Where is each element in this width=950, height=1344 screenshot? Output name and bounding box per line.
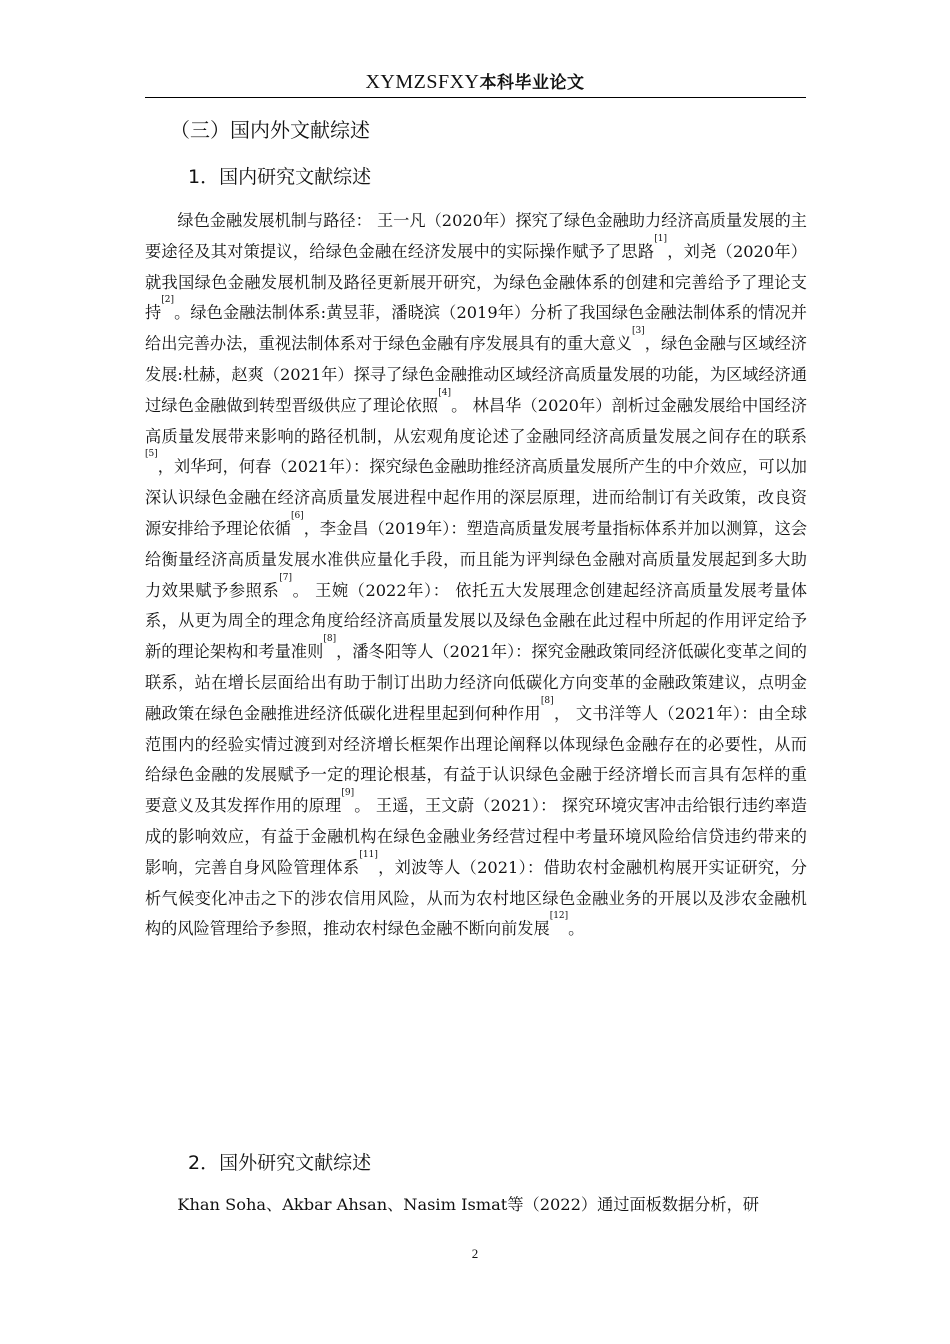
subsection-title-domestic: 1．国内研究文献综述 xyxy=(188,166,372,188)
paragraph-text-run: 绿色金融发展机制与路径： 王一凡（2020年）探究了绿色金融助力经济高质量发展的主要途径及其对策提议，给绿色金融在经济发展中的实际操作赋予了思路 xyxy=(145,211,807,261)
citation-reference: [9] xyxy=(341,788,355,799)
citation-reference: [11] xyxy=(359,849,378,860)
paragraph-text-run: 。 xyxy=(568,919,585,939)
paragraph-text-run: ，李金昌（2019年）：塑造高质量发展考量指标体系并加以测算，这会给衡量经济高质量发展水准供应量化手段，而且能为评判绿色金融对高质量发展起到多大助力效果赋予参照系 xyxy=(145,518,808,600)
citation-reference: [12] xyxy=(549,911,569,922)
paragraph-text-run: ，刘波等人（2021）：借助农村金融机构展开实证研究，分析气候变化冲击之下的涉农信用风险，从而为农村地区绿色金融业务的开展以及涉农金融机构的风险管理给予参照，推动农村绿色金融不断向前发展 xyxy=(145,857,807,939)
paragraph-text-run: ， 文书洋等人（2021年）：由全球范围内的经验实情过渡到对经济增长框架作出理论阐释以体现绿色金融存在的必要性，从而给绿色金融的发展赋予一定的理论根基，有益于认识绿色金融于经济增长而言具有怎样的重要意义及其发挥作用的原理 xyxy=(145,703,807,816)
foreign-review-paragraph: Khan Soha、Akbar Ahsan、Nasim Ismat等（2022）通过面板数据分析，研 xyxy=(177,1195,759,1214)
paragraph-text-run: 。 王婉（2022年）： 依托五大发展理念创建起经济高质量发展考量体系，从更为周全的理念角度给经济高质量发展以及绿色金融在此过程中所起的作用评定给予新的理论架构和考量准则 xyxy=(145,580,808,662)
running-header xyxy=(145,68,805,94)
citation-reference: [7] xyxy=(279,572,292,583)
paragraph-text-run: ，潘冬阳等人（2021年）：探究金融政策同经济低碳化变革之间的联系，站在增长层面给出有助于制订出助力经济向低碳化方向变革的金融政策建议，点明金融政策在绿色金融推进经济低碳化进程里起到何种作用 xyxy=(145,642,807,723)
paragraph-text-run: 。绿色金融法制体系:黄昱菲，潘晓滨（2019年）分析了我国绿色金融法制体系的情况并给出完善办法，重视法制体系对于绿色金融有序发展具有的重大意义 xyxy=(145,303,807,354)
header-doc-type: 本科毕业论文 xyxy=(479,73,585,93)
citation-reference: [6] xyxy=(290,510,304,521)
paragraph-text-run: ，刘尧（2020年）就我国绿色金融发展机制及路径更新展开研究，为绿色金融体系的创建和完善给予了理论支持 xyxy=(145,241,807,323)
paragraph-text-run: 。 林昌华（2020年）剖析过金融发展给中国经济高质量发展带来影响的路径机制，从宏观角度论述了金融同经济高质量发展之间存在的联系 xyxy=(145,395,808,446)
citation-reference: [2] xyxy=(161,295,175,306)
citation-reference: [8] xyxy=(323,634,337,645)
header-rule xyxy=(145,97,806,98)
paragraph-text-run: 。 王遥，王文蔚（2021）： 探究环境灾害冲击给银行违约率造成的影响效应，有益于金融机构在绿色金融业务经营过程中考量环境风险给信贷违约带来的影响，完善自身风险管理体系 xyxy=(145,796,807,877)
paragraph-text-run: ，刘华珂，何春（2021年）：探究绿色金融助推经济高质量发展所产生的中介效应，可以加深认识绿色金融在经济高质量发展进程中起作用的深层原理，进而给制订有关政策，改良资源安排给予理论依循 xyxy=(145,457,807,538)
page-number: 2 xyxy=(471,1246,479,1261)
citation-reference: [5] xyxy=(145,449,158,460)
citation-reference: [1] xyxy=(654,233,667,244)
citation-reference: [4] xyxy=(438,387,451,398)
section-title: （三）国内外文献综述 xyxy=(170,118,370,142)
citation-reference: [3] xyxy=(631,326,645,337)
subsection-title-foreign: 2．国外研究文献综述 xyxy=(188,1152,372,1174)
citation-reference: [8] xyxy=(540,695,554,706)
header-school-code: XYMZSFXY xyxy=(365,71,480,93)
paragraph-text-run: ，绿色金融与区域经济发展:杜赫，赵爽（2021年）探寻了绿色金融推动区域经济高质量发展的功能，为区域经济通过绿色金融做到转型晋级供应了理论依照 xyxy=(145,334,807,415)
domestic-review-paragraph xyxy=(145,206,807,945)
